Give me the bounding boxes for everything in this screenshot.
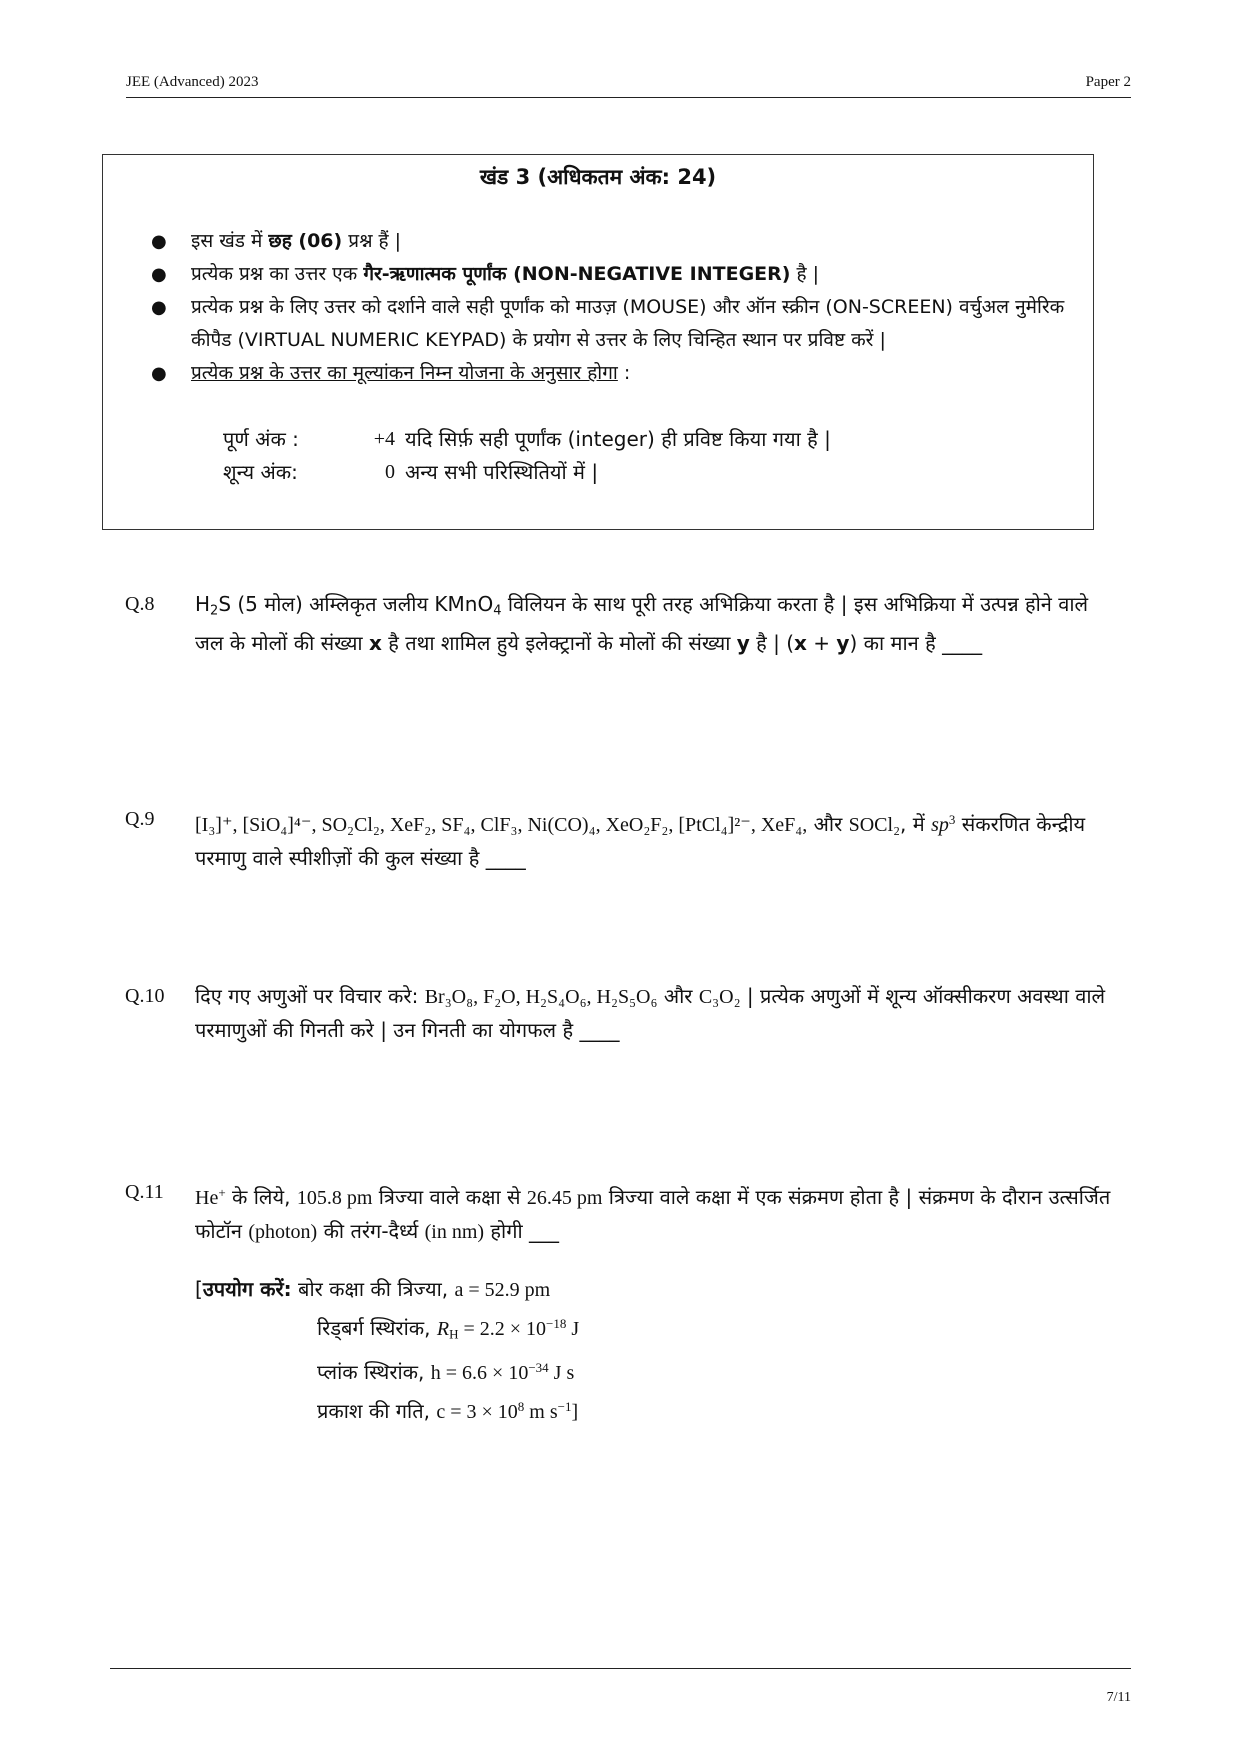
header-paper-label: Paper 2 [1085,74,1131,90]
question-text: He+ के लिये, 105.8 pm त्रिज्या वाले कक्षा से 26.45 pm त्रिज्या वाले कक्षा में एक संक्रमण होता है | संक्रमण के दौरान उत्सर्जित फोटॉन (photon) की तरंग-दैर्ध्य (in nm) होगी ___ [195,1185,1111,1244]
bullet-icon: ● [151,231,167,252]
section-title: खंड 3 (अधिकतम अंक: 24) [479,165,717,189]
constant-planck: प्लांक स्थिरांक, $h = 6.6 \times 10^{-34}$ J s [317,1359,575,1384]
section-instructions-box [102,154,1094,530]
bullet-icon: ● [151,297,167,318]
question-text: $H_2S$ (5 मोल) अम्लिकृत जलीय KMnO$_4$ विलियन के साथ पूरी तरह अभिक्रिया करता है | इस अभिक्रिया में उत्पन्न होने वाले जल के मोलों की संख्या x है तथा शामिल हुये इलेक्ट्रानों के मोलों की संख्या y है | (x + y) का मान है ____ [195,592,1089,656]
bullet-icon: ● [151,264,167,285]
instruction-item: ● प्रत्येक प्रश्न के उत्तर का मूल्यांकन निम्न योजना के अनुसार होगा : [143,357,1073,390]
constant-rydberg: रिड्बर्ग स्थिरांक, $R_H = 2.2 \times 10^{-18}$ J [317,1316,580,1342]
footer-divider [110,1668,1131,1669]
given-constants [195,1273,1115,1429]
question-number: Q.9 [125,808,155,830]
full-marks-row: पूर्ण अंक : +4 यदि सिर्फ़ सही पूर्णांक (integer) ही प्रविष्ट किया गया है | [223,427,831,451]
question-text: [I₃]⁺, [SiO₄]⁴⁻, SO₂Cl₂, XeF₂, SF₄, ClF₃, Ni(CO)₄, XeO₂F₂, [PtCl₄]²⁻, XeF₄, और SOCl₂, में $sp^3$ संकरणित केन्द्रीय परमाणु वाले स्पीशीज़ों की कुल संख्या है ____ [195,812,1086,871]
bullet-icon: ● [151,363,167,384]
question-11 [125,1176,1115,1429]
question-number: Q.10 [125,985,165,1007]
question-8 [125,588,1115,660]
question-text: दिए गए अणुओं पर विचार करे: Br₃O₈, F₂O, H₂S₄O₆, H₂S₅O₆ और C₃O₂ | प्रत्येक अणुओं में शून्य ऑक्सीकरण अवस्था वाले परमाणुओं की गिनती करे | उन गिनती का योगफल है ____ [195,984,1106,1042]
question-10 [125,980,1115,1047]
instruction-item: ● इस खंड में छह (06) प्रश्न हैं | [143,225,1073,258]
header-divider [126,97,1131,98]
question-number: Q.11 [125,1181,164,1203]
marking-scheme [143,423,831,489]
constant-bohr-radius: [उपयोग करें: बोर कक्षा की त्रिज्या, a = 52.9 pm [195,1277,551,1302]
zero-marks-row: शून्य अंक: 0 अन्य सभी परिस्थितियों में | [223,460,599,484]
page-number: 7/11 [1106,1690,1131,1705]
instruction-item: ● प्रत्येक प्रश्न के लिए उत्तर को दर्शाने वाले सही पूर्णांक को माउज़ (MOUSE) और ऑन स्क्रीन (ON-SCREEN) वर्चुअल नुमेरिक कीपैड (VIRTUAL NUMERIC KEYPAD) के प्रयोग से उत्तर के लिए चिन्हित स्थान पर प्रविष्ट करें | [143,291,1073,357]
question-9 [125,803,1115,875]
constant-speed-of-light: प्रकाश की गति, $c = 3 \times 10^8$ m $s^{-1}$] [317,1398,579,1423]
instruction-list [143,225,1073,390]
header-exam-title: JEE (Advanced) 2023 [126,74,259,90]
question-number: Q.8 [125,593,155,615]
instruction-item: ● प्रत्येक प्रश्न का उत्तर एक गैर-ऋणात्मक पूर्णांक (NON-NEGATIVE INTEGER) है | [143,258,1073,291]
